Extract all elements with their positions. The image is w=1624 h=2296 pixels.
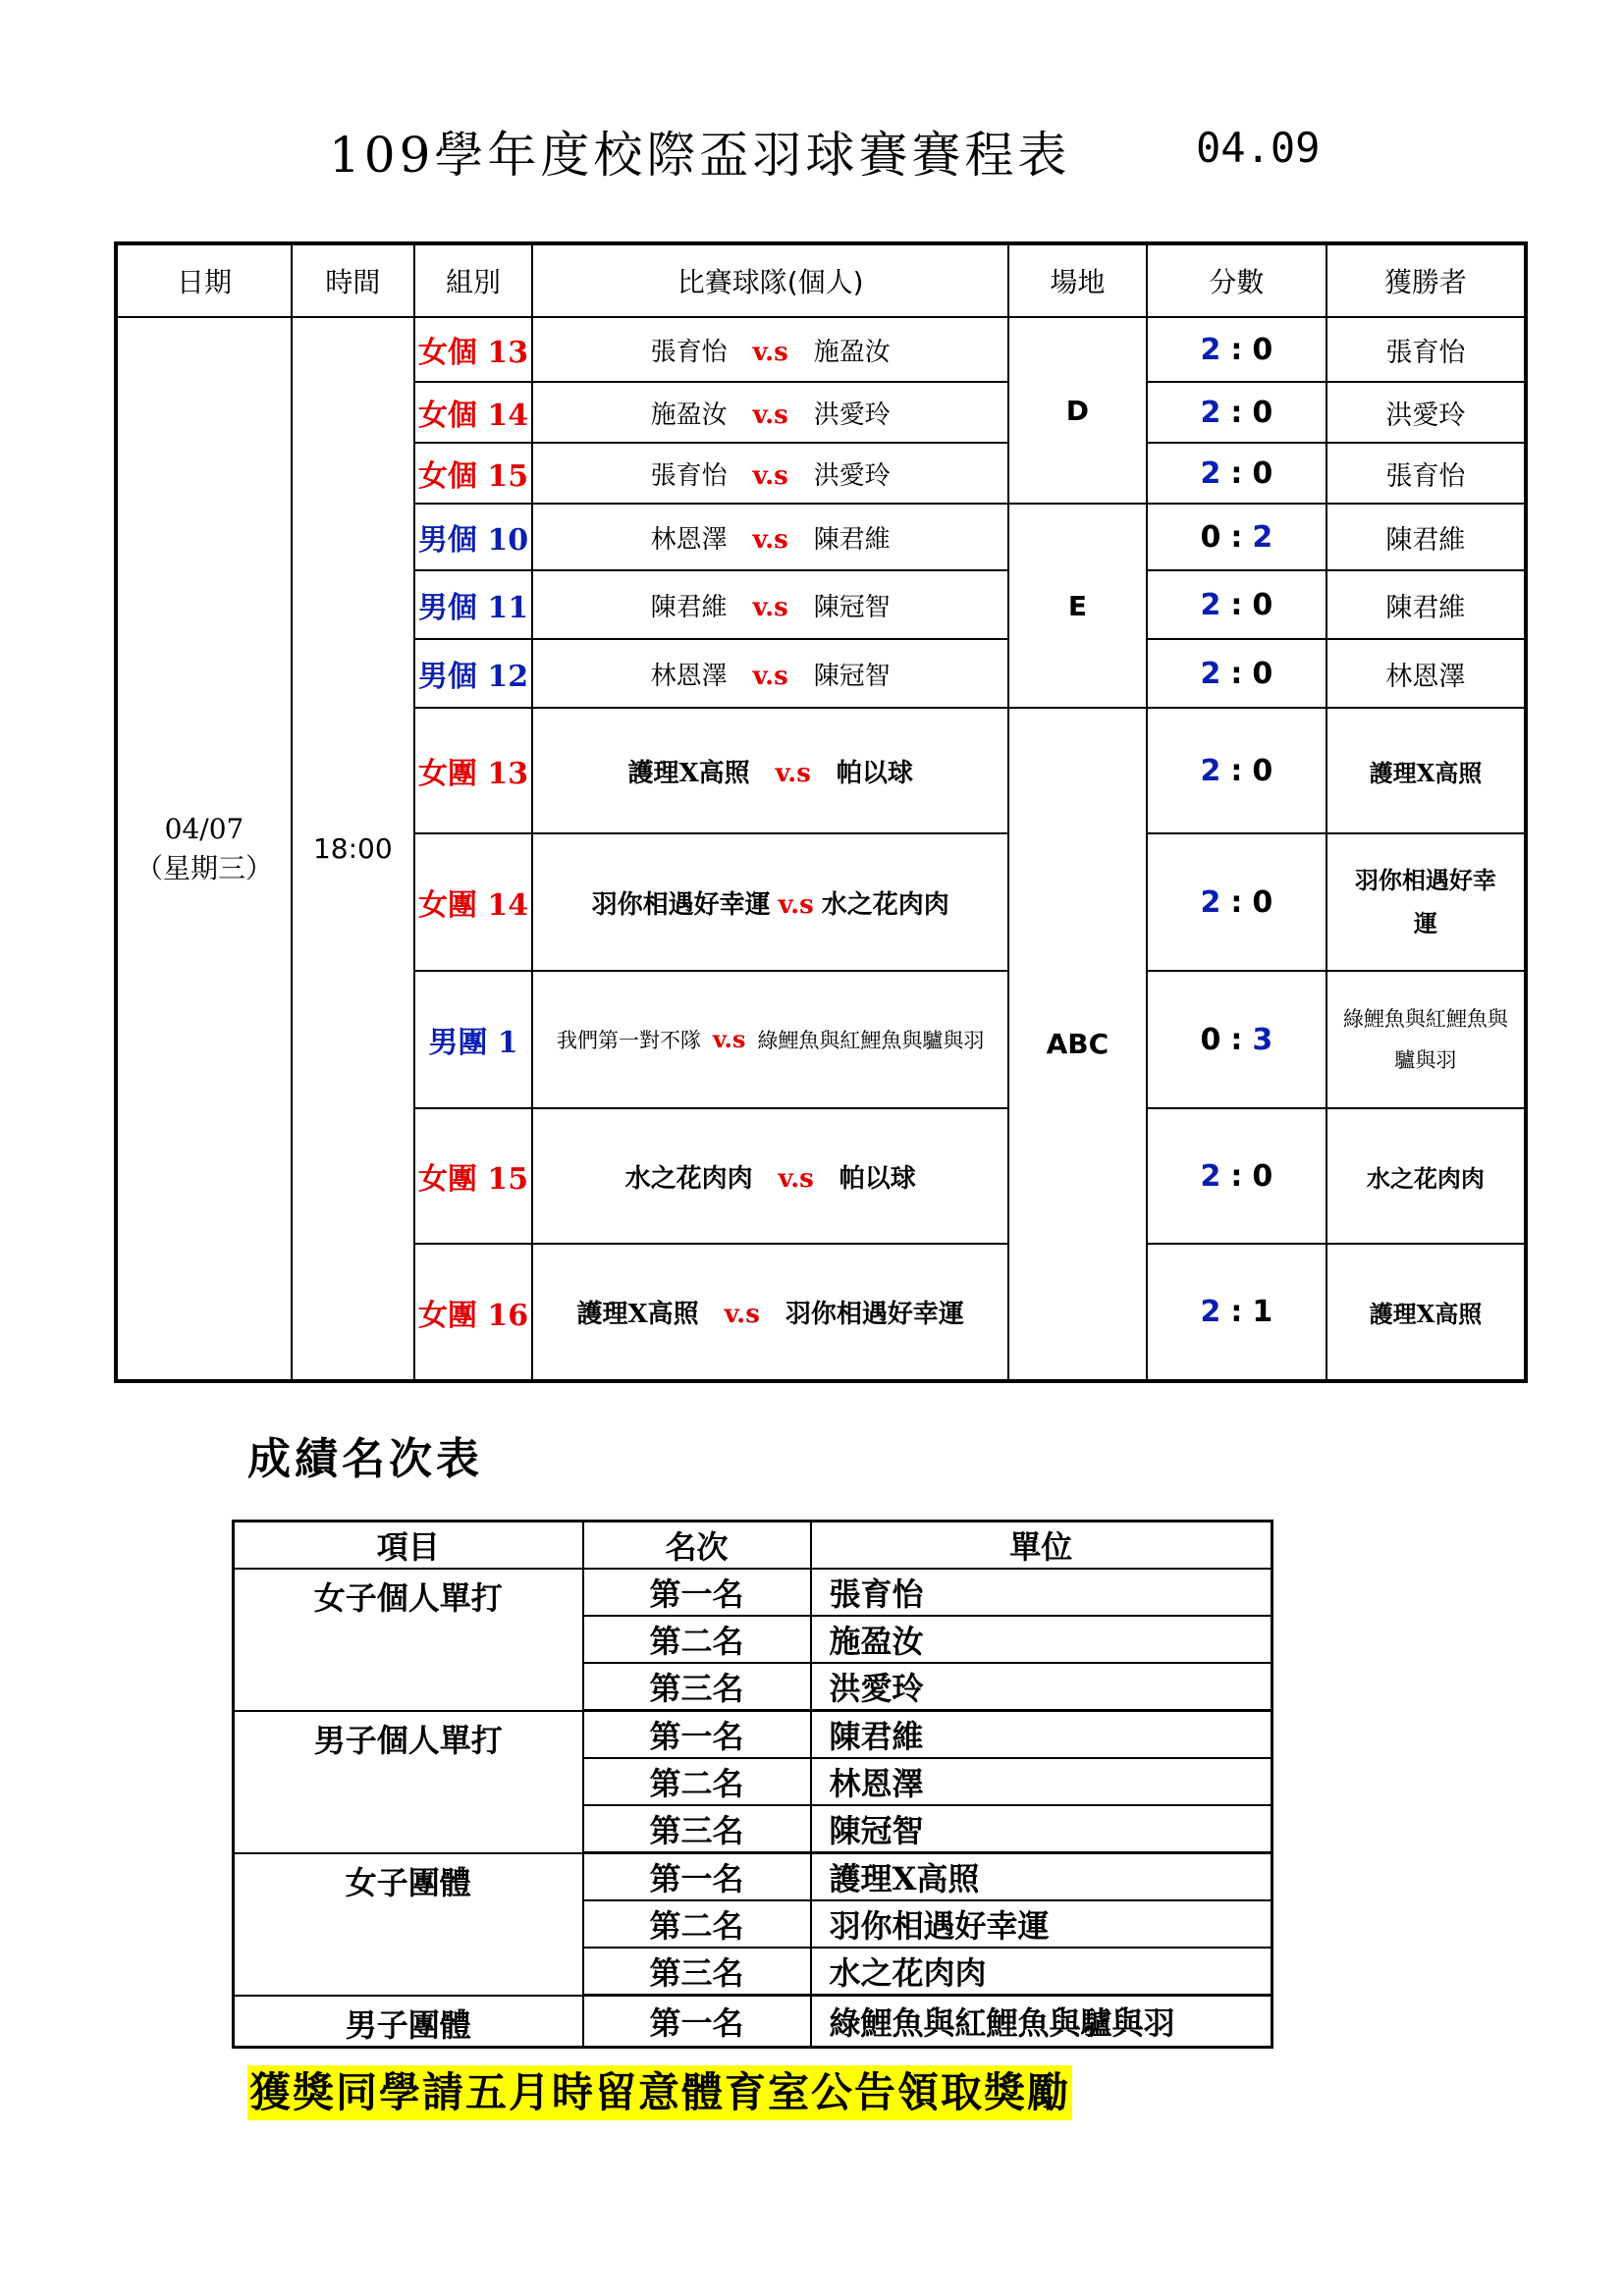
group-cell: 男個 12: [414, 639, 533, 708]
ranking-place: 第一名: [583, 1853, 811, 1901]
score-cell: 0 : 3: [1147, 971, 1326, 1108]
group-cell: 女團 16: [414, 1244, 533, 1381]
match-cell: [532, 382, 1008, 443]
header-score: 分數: [1147, 243, 1326, 317]
group-cell: 男團 1: [414, 971, 533, 1108]
winner-cell: 水之花肉肉: [1326, 1108, 1526, 1244]
ranking-row: [234, 1711, 1272, 1759]
time-cell: 18:00: [292, 317, 414, 1381]
ranking-unit: 水之花肉肉: [811, 1948, 1272, 1996]
venue-cell: E: [1008, 504, 1147, 708]
team-b: 帕以球: [836, 758, 913, 788]
match-cell: [532, 317, 1008, 382]
team-a: 羽你相遇好幸運: [591, 889, 771, 920]
ranking-unit: 陳冠智: [811, 1805, 1272, 1853]
match-weekday: （星期三）: [135, 851, 273, 884]
group-cell: 男個 11: [414, 570, 533, 639]
ranking-category: 男子個人單打: [234, 1711, 583, 1853]
vs-label: v.s: [778, 889, 814, 920]
ranking-unit: 羽你相遇好幸運: [811, 1900, 1272, 1948]
score-cell: 2 : 0: [1147, 317, 1326, 382]
vs-label: v.s: [775, 758, 811, 788]
ranking-unit: 綠鯉魚與紅鯉魚與驢與羽: [811, 1996, 1272, 2048]
ranking-unit: 施盈汝: [811, 1616, 1272, 1663]
team-b: 施盈汝: [813, 337, 891, 367]
team-b: 洪愛玲: [813, 400, 891, 430]
ranking-unit: 洪愛玲: [811, 1663, 1272, 1711]
vs-label: v.s: [752, 460, 788, 491]
team-a: 護理X高照: [576, 1300, 699, 1329]
team-a: 護理X高照: [627, 758, 750, 788]
header-date: 日期: [116, 243, 292, 317]
score-cell: 2 : 0: [1147, 570, 1326, 639]
vs-label: v.s: [712, 1025, 746, 1053]
match-cell: [532, 1244, 1008, 1381]
winner-cell: 洪愛玲: [1326, 382, 1526, 443]
ranking-row: [234, 1569, 1272, 1616]
ranking-place: 第二名: [583, 1758, 811, 1805]
ranking-place: 第三名: [583, 1805, 811, 1853]
match-cell: [532, 639, 1008, 708]
ranking-category: 女子個人單打: [234, 1569, 583, 1711]
group-cell: 女個 13: [414, 317, 533, 382]
venue-cell: D: [1008, 317, 1147, 504]
winner-cell: 林恩澤: [1326, 639, 1526, 708]
vs-label: v.s: [752, 661, 788, 691]
score-cell: 2 : 0: [1147, 708, 1326, 833]
ranking-unit: 護理X高照: [811, 1853, 1272, 1901]
team-a: 施盈汝: [650, 400, 728, 430]
ranking-unit: 林恩澤: [811, 1758, 1272, 1805]
ranking-row: [234, 1996, 1272, 2048]
team-b: 綠鯉魚與紅鯉魚與驢與羽: [757, 1029, 985, 1052]
ranking-place: 第三名: [583, 1663, 811, 1711]
team-b: 陳冠智: [813, 661, 891, 691]
team-a: 陳君維: [650, 592, 728, 622]
title-text: 109學年度校際盃羽球賽賽程表: [329, 127, 1071, 184]
award-notice: 獲獎同學請五月時留意體育室公告領取獎勵: [247, 2065, 1072, 2120]
winner-cell: 護理X高照: [1326, 708, 1526, 833]
group-cell: 女個 14: [414, 382, 533, 443]
team-a: 水之花肉肉: [624, 1163, 753, 1194]
header-venue: 場地: [1008, 243, 1147, 317]
match-cell: [532, 504, 1008, 570]
score-cell: 2 : 1: [1147, 1244, 1326, 1381]
ranking-category: 女子團體: [234, 1853, 583, 1996]
ranking-place: 第二名: [583, 1900, 811, 1948]
ranking-place: 第一名: [583, 1711, 811, 1759]
schedule-header-row: [116, 243, 1526, 317]
team-b: 帕以球: [839, 1163, 916, 1194]
ranking-row: [234, 1853, 1272, 1901]
vs-label: v.s: [752, 400, 788, 430]
match-cell: [532, 570, 1008, 639]
winner-cell: 綠鯉魚與紅鯉魚與驢與羽: [1326, 971, 1526, 1108]
ranking-unit: 陳君維: [811, 1711, 1272, 1759]
winner-cell: 陳君維: [1326, 504, 1526, 570]
team-a: 張育怡: [650, 460, 728, 491]
group-cell: 男個 10: [414, 504, 533, 570]
header-match: 比賽球隊(個人): [532, 243, 1008, 317]
ranking-unit: 張育怡: [811, 1569, 1272, 1616]
winner-cell: 護理X高照: [1326, 1244, 1526, 1381]
match-cell: [532, 443, 1008, 504]
match-cell: [532, 833, 1008, 971]
score-cell: 2 : 0: [1147, 1108, 1326, 1244]
match-cell: [532, 1108, 1008, 1244]
team-b: 洪愛玲: [813, 460, 891, 491]
ranking-table: [232, 1520, 1273, 2049]
group-cell: 女團 14: [414, 833, 533, 971]
vs-label: v.s: [778, 1163, 814, 1194]
score-cell: 2 : 0: [1147, 639, 1326, 708]
winner-cell: 陳君維: [1326, 570, 1526, 639]
ranking-header-unit: 單位: [811, 1522, 1272, 1570]
header-group: 組別: [414, 243, 533, 317]
group-cell: 女個 15: [414, 443, 533, 504]
team-b: 陳冠智: [813, 592, 891, 622]
ranking-place: 第三名: [583, 1948, 811, 1996]
team-b: 水之花肉肉: [821, 889, 949, 920]
ranking-header-row: [234, 1522, 1272, 1570]
vs-label: v.s: [752, 337, 788, 367]
header-winner: 獲勝者: [1326, 243, 1526, 317]
winner-cell: 張育怡: [1326, 317, 1526, 382]
ranking-header-place: 名次: [583, 1522, 811, 1570]
score-cell: 2 : 0: [1147, 443, 1326, 504]
ranking-title: 成績名次表: [247, 1434, 483, 1484]
title-date: 04.09: [1196, 124, 1321, 172]
ranking-place: 第一名: [583, 1996, 811, 2048]
vs-label: v.s: [724, 1300, 760, 1329]
score-cell: 2 : 0: [1147, 382, 1326, 443]
table-row: [116, 317, 1526, 382]
match-date: 04/07: [164, 812, 244, 845]
team-a: 我們第一對不隊: [556, 1029, 701, 1052]
ranking-place: 第一名: [583, 1569, 811, 1616]
team-a: 林恩澤: [650, 661, 728, 691]
winner-cell: 羽你相遇好幸運: [1326, 833, 1526, 971]
venue-cell: ABC: [1008, 708, 1147, 1381]
match-cell: [532, 708, 1008, 833]
ranking-category: 男子團體: [234, 1996, 583, 2048]
score-cell: 0 : 2: [1147, 504, 1326, 570]
ranking-place: 第二名: [583, 1616, 811, 1663]
winner-cell: 張育怡: [1326, 443, 1526, 504]
group-cell: 女團 15: [414, 1108, 533, 1244]
group-cell: 女團 13: [414, 708, 533, 833]
vs-label: v.s: [752, 524, 788, 555]
header-time: 時間: [292, 243, 414, 317]
ranking-header-item: 項目: [234, 1522, 583, 1570]
vs-label: v.s: [752, 592, 788, 622]
schedule-table: [114, 241, 1528, 1383]
team-b: 羽你相遇好幸運: [785, 1300, 964, 1329]
date-cell: [116, 317, 292, 1381]
score-cell: 2 : 0: [1147, 833, 1326, 971]
match-cell: [532, 971, 1008, 1108]
page-title: [0, 116, 1624, 185]
team-a: 張育怡: [650, 337, 728, 367]
team-a: 林恩澤: [650, 524, 728, 555]
team-b: 陳君維: [813, 524, 891, 555]
